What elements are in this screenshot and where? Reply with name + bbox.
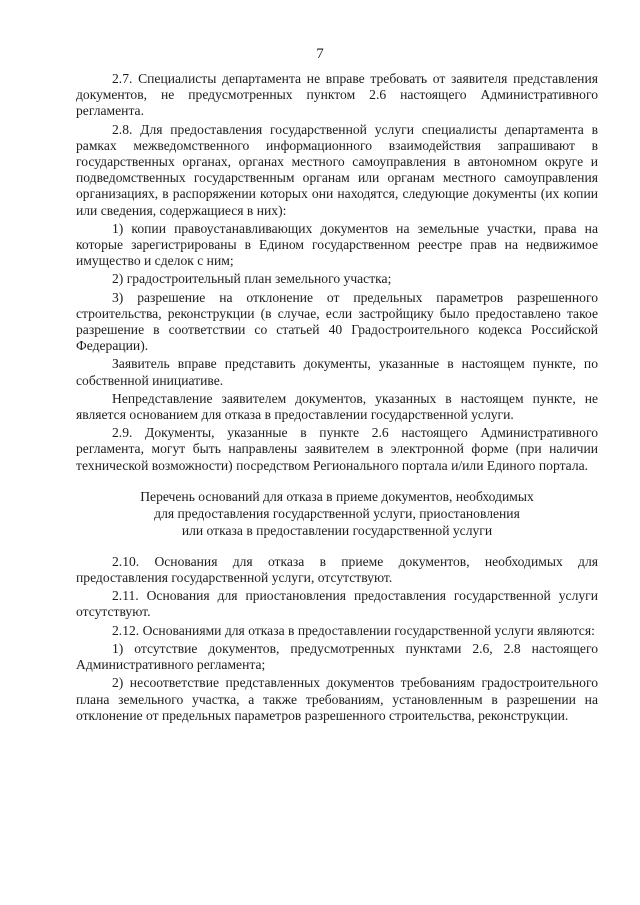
section-heading-line: или отказа в предоставлении государственной услуги: [181, 522, 493, 538]
page-number: 7: [316, 46, 324, 62]
list-item-2-12-1: 1) отсутствие документов, предусмотренных пунктами 2.6, 2.8 настоящего Административного регламента;: [76, 640, 598, 673]
section-heading: [76, 488, 598, 539]
list-item-2-8-2: 2) градостроительный план земельного участка;: [112, 271, 392, 287]
paragraph-non-submission: Непредставление заявителем документов, указанных в настоящем пункте, не является основанием для отказа в предоставлении государственной услуги.: [76, 390, 598, 423]
list-item-2-12-2: 2) несоответствие представленных документов требованиям градостроительного плана земельного участка, а также требованиям, установленным в разрешении на отклонение от предельных параметров разрешенного строительства, реконструкции.: [76, 675, 598, 723]
paragraph-2-7: 2.7. Специалисты департамента не вправе требовать от заявителя представления документов, не предусмотренных пунктом 2.6 настоящего Административного регламента.: [76, 71, 598, 119]
paragraph-2-8: 2.8. Для предоставления государственной услуги специалисты департамента в рамках межведомственного информационного взаимодействия запрашивают в государственных органах, органах местного самоуправления в автономном округе и подведомственных государственным органам или органам местного самоуправления организациях, в распоряжении которых они находятся, следующие документы (их копии или сведения, содержащиеся в них):: [76, 121, 598, 218]
paragraph-2-11: 2.11. Основания для приостановления предоставления государственной услуги отсутствуют.: [76, 588, 598, 620]
section-heading-line: для предоставления государственной услуги, приостановления: [154, 505, 520, 521]
paragraph-applicant-right: Заявитель вправе представить документы, указанные в настоящем пункте, по собственной инициативе.: [76, 356, 598, 388]
paragraph-2-10: 2.10. Основания для отказа в приеме документов, необходимых для предоставления государственной услуги, отсутствуют.: [76, 553, 598, 586]
section-heading-line: Перечень оснований для отказа в приеме документов, необходимых: [140, 488, 534, 504]
list-item-2-8-1: 1) копии правоустанавливающих документов на земельные участки, права на которые зарегистрированы в Едином государственном реестре прав на недвижимое имущество и сделок с ним;: [76, 220, 598, 269]
paragraph-2-12: 2.12. Основаниями для отказа в предоставлении государственной услуги являются:: [112, 622, 595, 638]
document-body: [76, 71, 598, 726]
paragraph-2-9: 2.9. Документы, указанные в пункте 2.6 настоящего Административного регламента, могут быть направлены заявителем в электронной форме (при наличии технической возможности) посредством Регионального портала и/или Единого портала.: [76, 425, 598, 473]
list-item-2-8-3: 3) разрешение на отклонение от предельных параметров разрешенного строительства, реконструкции (в случае, если застройщику было предоставлено такое разрешение в соответствии со статьей 40 Градостроительного кодекса Российской Федерации).: [76, 289, 598, 354]
